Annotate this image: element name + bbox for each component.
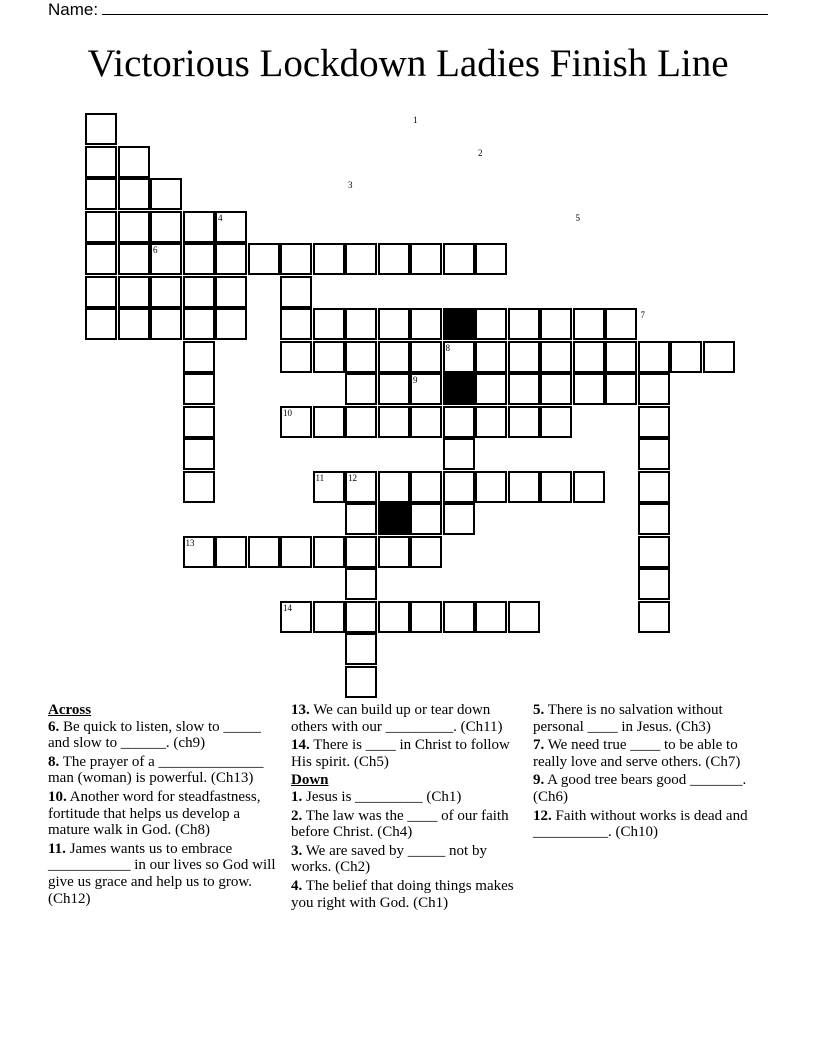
clue-text: Faith without works is dead and __________. (Ch10): [533, 807, 748, 841]
clue-text: The belief that doing things makes you right with God. (Ch1): [291, 877, 514, 911]
crossword-cell[interactable]: [410, 536, 442, 568]
clue-number-1: 1: [413, 115, 418, 125]
crossword-cell[interactable]: [638, 406, 670, 438]
crossword-cell[interactable]: [150, 276, 182, 308]
clue-text: The law was the ____ of our faith before Christ. (Ch4): [291, 807, 509, 841]
clue-number-9: 9: [413, 375, 418, 385]
crossword-cell[interactable]: [118, 211, 150, 243]
clue-item: [291, 789, 523, 806]
crossword-cell[interactable]: [475, 601, 507, 633]
crossword-cell[interactable]: [540, 341, 572, 373]
crossword-cell[interactable]: [540, 308, 572, 340]
crossword-cell[interactable]: [345, 406, 377, 438]
crossword-cell[interactable]: [345, 243, 377, 275]
crossword-cell[interactable]: [313, 308, 345, 340]
crossword-cell[interactable]: [118, 308, 150, 340]
crossword-cell[interactable]: [378, 373, 410, 405]
crossword-cell[interactable]: [345, 341, 377, 373]
crossword-cell[interactable]: [605, 341, 637, 373]
clue-item: [533, 702, 765, 735]
clue-item: [533, 772, 765, 805]
crossword-cell[interactable]: [248, 536, 280, 568]
crossword-cell[interactable]: [378, 406, 410, 438]
crossword-cell[interactable]: [508, 406, 540, 438]
crossword-cell[interactable]: [118, 276, 150, 308]
crossword-cell[interactable]: [280, 243, 312, 275]
clue-item: [291, 808, 523, 841]
clue-number-6: 6: [153, 245, 158, 255]
clue-number-2: 2: [478, 147, 483, 158]
crossword-cell[interactable]: [475, 341, 507, 373]
crossword-cell[interactable]: [508, 308, 540, 340]
crossword-cell[interactable]: [475, 471, 507, 503]
crossword-cell[interactable]: [540, 406, 572, 438]
clue-number-7: 7: [640, 310, 645, 320]
clue-text: James wants us to embrace ___________ in our lives so God will give us grace and help us to grow. (Ch12): [48, 840, 276, 907]
clue-number: 4.: [291, 877, 303, 894]
clue-number-4: 4: [218, 212, 223, 223]
crossword-cell[interactable]: [573, 373, 605, 405]
crossword-cell[interactable]: [183, 406, 215, 438]
crossword-cell[interactable]: [85, 211, 117, 243]
clue-text: A good tree bears good _______. (Ch6): [533, 772, 747, 805]
crossword-cell[interactable]: [443, 438, 475, 470]
crossword-cell[interactable]: [183, 211, 215, 243]
clue-item: [533, 808, 765, 841]
crossword-cell[interactable]: [85, 178, 117, 210]
crossword-cell[interactable]: [475, 373, 507, 405]
clue-number-14: 14: [283, 602, 292, 613]
crossword-cell[interactable]: [703, 341, 735, 373]
clue-item: [48, 719, 280, 752]
black-square: [443, 373, 475, 405]
clue-text: We are saved by _____ not by works. (Ch2): [291, 842, 487, 876]
crossword-cell[interactable]: [540, 373, 572, 405]
crossword-cell[interactable]: [345, 373, 377, 405]
crossword-cell[interactable]: [345, 633, 377, 665]
crossword-cell[interactable]: [85, 308, 117, 340]
crossword-cell[interactable]: [118, 146, 150, 178]
crossword-cell[interactable]: [345, 568, 377, 600]
crossword-cell[interactable]: [313, 341, 345, 373]
clue-number-13: 13: [185, 537, 195, 548]
crossword-cell[interactable]: [670, 341, 702, 373]
crossword-cell[interactable]: [508, 341, 540, 373]
clue-number: 3.: [291, 842, 303, 859]
clue-number-5: 5: [575, 212, 580, 223]
crossword-cell[interactable]: [638, 471, 670, 503]
crossword-cell[interactable]: [345, 666, 377, 698]
crossword-cell[interactable]: [280, 341, 312, 373]
crossword-cell[interactable]: [183, 243, 215, 275]
clue-item: [48, 789, 280, 839]
clues-column-3: [533, 702, 765, 843]
clues-column-2: [291, 702, 523, 913]
crossword-cell[interactable]: [443, 243, 475, 275]
crossword-cell[interactable]: [183, 341, 215, 373]
crossword-cell[interactable]: [85, 276, 117, 308]
clue-number-12: 12: [348, 472, 357, 483]
clue-number-8: 8: [445, 342, 450, 353]
clue-number-10: 10: [283, 407, 292, 418]
crossword-cell[interactable]: [443, 471, 475, 503]
clue-text: Be quick to listen, slow to _____ and slow to ______. (ch9): [48, 718, 261, 752]
crossword-cell[interactable]: [475, 406, 507, 438]
clue-number-11: 11: [315, 472, 325, 483]
crossword-cell[interactable]: [410, 308, 442, 340]
crossword-cell[interactable]: [410, 601, 442, 633]
crossword-cell[interactable]: [313, 243, 345, 275]
crossword-cell[interactable]: [118, 178, 150, 210]
clue-text: Another word for steadfastness, fortitude that helps us develop a mature walk in God. (Ch8): [48, 788, 261, 839]
clue-item: [48, 841, 280, 907]
crossword-cell[interactable]: [638, 341, 670, 373]
clue-item: [291, 878, 523, 911]
crossword-cell[interactable]: [540, 471, 572, 503]
crossword-cell[interactable]: [410, 341, 442, 373]
crossword-cell[interactable]: [183, 276, 215, 308]
crossword-cell[interactable]: [508, 471, 540, 503]
crossword-cell[interactable]: [345, 601, 377, 633]
crossword-cell[interactable]: [410, 471, 442, 503]
crossword-cell[interactable]: [443, 406, 475, 438]
crossword-cell[interactable]: [378, 536, 410, 568]
crossword-cell[interactable]: [605, 373, 637, 405]
black-square: [378, 503, 410, 535]
crossword-cell[interactable]: [85, 146, 117, 178]
crossword-cell[interactable]: [638, 536, 670, 568]
crossword-cell[interactable]: [280, 276, 312, 308]
crossword-cell[interactable]: [378, 601, 410, 633]
clue-number: 14.: [291, 737, 310, 754]
crossword-cell[interactable]: [443, 503, 475, 535]
clue-number: 13.: [291, 702, 310, 718]
crossword-cell[interactable]: [248, 243, 280, 275]
crossword-cell[interactable]: [345, 503, 377, 535]
clue-text: There is no salvation without personal ____ in Jesus. (Ch3): [533, 702, 723, 735]
crossword-cell[interactable]: [313, 601, 345, 633]
crossword-cell[interactable]: [573, 471, 605, 503]
crossword-cell[interactable]: [280, 536, 312, 568]
crossword-cell[interactable]: [280, 308, 312, 340]
crossword-cell[interactable]: [215, 276, 247, 308]
crossword-cell[interactable]: [183, 438, 215, 470]
clue-number: 6.: [48, 718, 60, 735]
clue-number: 8.: [48, 753, 60, 770]
clue-number: 11.: [48, 840, 66, 857]
down-header: Down: [291, 772, 329, 789]
crossword-cell[interactable]: [85, 113, 117, 145]
crossword-cell[interactable]: [475, 243, 507, 275]
crossword-cell[interactable]: [345, 536, 377, 568]
page-title: Victorious Lockdown Ladies Finish Line: [87, 42, 729, 85]
crossword-cell[interactable]: [183, 373, 215, 405]
clue-text: Jesus is _________ (Ch1): [302, 788, 462, 805]
across-header: Across: [48, 702, 92, 718]
crossword-cell[interactable]: [410, 406, 442, 438]
clue-text: We can build up or tear down others with our _________. (Ch11): [291, 702, 503, 735]
black-square: [443, 308, 475, 340]
crossword-cell[interactable]: [215, 536, 247, 568]
crossword-cell[interactable]: [508, 373, 540, 405]
crossword-cell[interactable]: [638, 373, 670, 405]
crossword-cell[interactable]: [378, 243, 410, 275]
crossword-cell[interactable]: [183, 471, 215, 503]
crossword-cell[interactable]: [150, 308, 182, 340]
clue-item: [291, 737, 523, 770]
crossword-cell[interactable]: [410, 503, 442, 535]
crossword-cell[interactable]: [150, 211, 182, 243]
crossword-cell[interactable]: [345, 308, 377, 340]
clue-number: 2.: [291, 807, 303, 824]
crossword-cell[interactable]: [475, 308, 507, 340]
crossword-cell[interactable]: [638, 503, 670, 535]
clue-text: The prayer of a ______________ man (woman) is powerful. (Ch13): [48, 753, 264, 787]
clue-number-3: 3: [348, 180, 353, 190]
crossword-cell[interactable]: [378, 308, 410, 340]
crossword-cell[interactable]: [150, 178, 182, 210]
name-label: Name:: [48, 0, 99, 19]
crossword-cell[interactable]: [573, 308, 605, 340]
clue-text: There is ____ in Christ to follow His spirit. (Ch5): [291, 737, 510, 770]
clue-number: 1.: [291, 788, 303, 805]
crossword-cell[interactable]: [313, 406, 345, 438]
clue-text: We need true ____ to be able to really love and serve others. (Ch7): [533, 737, 741, 770]
crossword-cell[interactable]: [85, 243, 117, 275]
clue-number: 12.: [533, 807, 552, 824]
clue-number: 7.: [533, 737, 545, 754]
clue-number: 10.: [48, 788, 67, 805]
crossword-cell[interactable]: [378, 471, 410, 503]
clue-item: [291, 843, 523, 876]
crossword-cell[interactable]: [573, 341, 605, 373]
clue-item: [533, 737, 765, 770]
crossword-cell[interactable]: [410, 243, 442, 275]
crossword-cell[interactable]: [508, 601, 540, 633]
clue-number: 5.: [533, 702, 545, 718]
crossword-cell[interactable]: [378, 341, 410, 373]
crossword-cell[interactable]: [638, 601, 670, 633]
crossword-cell[interactable]: [313, 536, 345, 568]
crossword-cell[interactable]: [443, 601, 475, 633]
crossword-cell[interactable]: [605, 308, 637, 340]
crossword-cell[interactable]: [215, 308, 247, 340]
clues-column-1: [48, 702, 280, 909]
crossword-cell[interactable]: [215, 243, 247, 275]
crossword-cell[interactable]: [638, 568, 670, 600]
crossword-cell[interactable]: [118, 243, 150, 275]
crossword-cell[interactable]: [183, 308, 215, 340]
clue-item: [291, 702, 523, 735]
crossword-cell[interactable]: [638, 438, 670, 470]
clue-number: 9.: [533, 772, 545, 789]
clue-item: [48, 754, 280, 787]
